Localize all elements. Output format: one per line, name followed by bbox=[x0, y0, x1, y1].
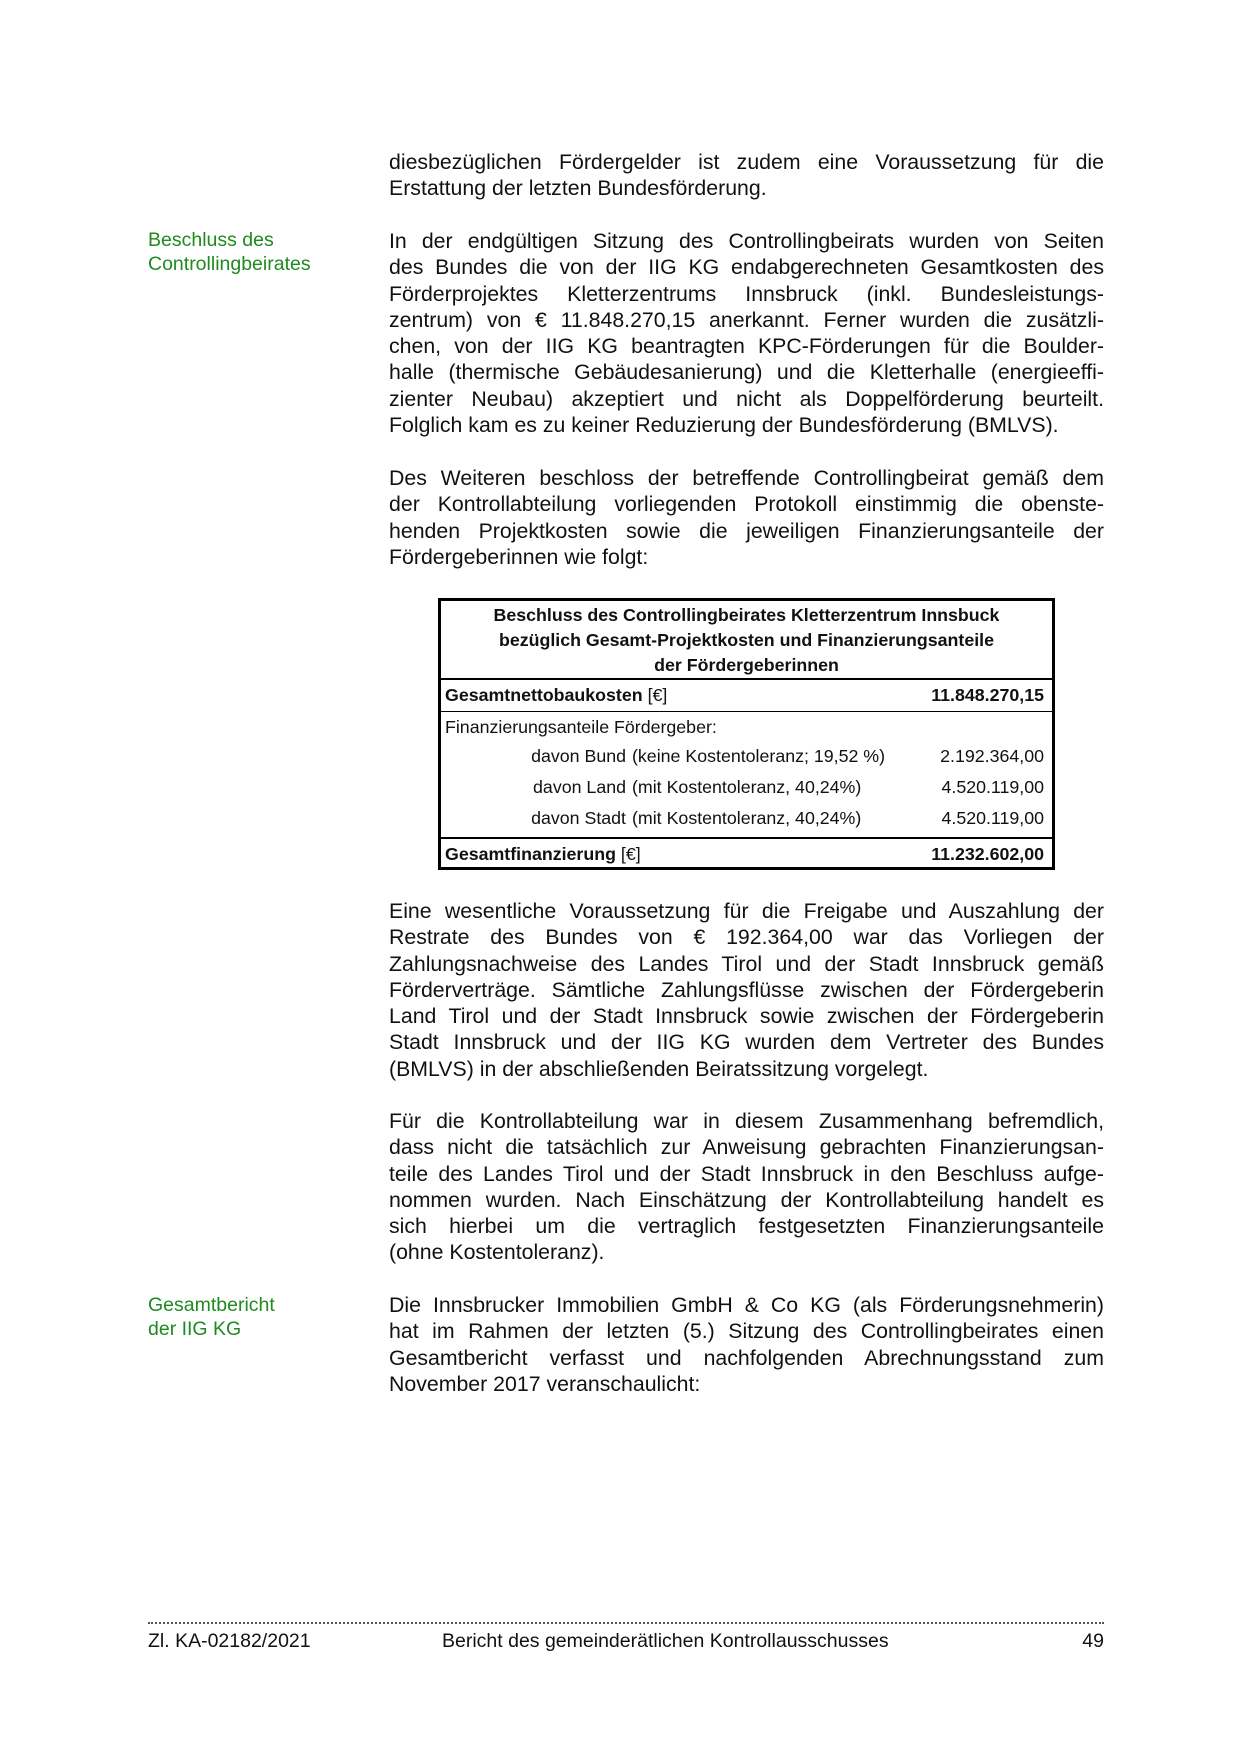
text-line: Zahlungsnachweise des Landes Tirol und der Stadt Innsbruck gemäß bbox=[389, 951, 1104, 976]
text-line: halle (thermische Gebäudesanierung) und die Kletterhalle (energieeffi- bbox=[389, 360, 1104, 385]
text-line: Eine wesentliche Voraussetzung für die Freigabe und Auszahlung der bbox=[389, 899, 1104, 923]
text-line: sich hierbei um die vertraglich festgesetzten Finanzierungsanteile bbox=[389, 1214, 1104, 1239]
text-line: Land Tirol und der Stadt Innsbruck sowie zwischen der Fördergeberin bbox=[389, 1004, 1104, 1029]
text-line: hat im Rahmen der letzten (5.) Sitzung des Controllingbeirates einen bbox=[389, 1319, 1104, 1344]
text-line: Gesamtbericht verfasst und nachfolgenden Abrechnungsstand zum bbox=[389, 1345, 1104, 1370]
text-line: Des Weiteren beschloss der betreffende Controllingbeirat gemäß dem bbox=[389, 466, 1104, 490]
table-row: davon Bund (keine Kostentoleranz; 19,52 %) 2.192.364,00 bbox=[531, 746, 1044, 766]
paragraph bbox=[389, 898, 1104, 1082]
margin-label-gesamtbericht: Gesamtbericht der IIG KG bbox=[148, 1294, 275, 1340]
text-line: nommen wurden. Nach Einschätzung der Kontrollabteilung handelt es bbox=[389, 1187, 1104, 1212]
paragraph bbox=[389, 149, 1104, 202]
text-line: chen, von der IIG KG beantragten KPC-Förderungen für die Boulder- bbox=[389, 334, 1104, 359]
text-line: Förderprojektes Kletterzentrums Innsbruck (inkl. Bundesleistungs- bbox=[389, 281, 1104, 306]
text-line: Förderverträge. Sämtliche Zahlungsflüsse zwischen der Fördergeberin bbox=[389, 977, 1104, 1002]
table-section-shares: Finanzierungsanteile Fördergeber: davon Bund (keine Kostentoleranz; 19,52 %) 2.192.364,00 davon Land (mit Kostentoleranz, 40,24%) 4.520.119,00 davon Stadt (mit Kostentoleranz, 40,24%) 4.520.119,00 bbox=[441, 712, 1052, 839]
paragraph bbox=[389, 1292, 1104, 1397]
paragraph bbox=[389, 1108, 1104, 1266]
text-line: (ohne Kostentoleranz). bbox=[389, 1240, 605, 1265]
text-line: (BMLVS) in der abschließenden Beiratssitzung vorgelegt. bbox=[389, 1056, 929, 1081]
table-row: davon Stadt (mit Kostentoleranz, 40,24%) 4.520.119,00 bbox=[531, 808, 1044, 828]
text-line: Fördergeberinnen wie folgt: bbox=[389, 544, 649, 569]
footer-title: Bericht des gemeinderätlichen Kontrollausschusses bbox=[442, 1630, 889, 1652]
text-line: In der endgültigen Sitzung des Controllingbeirats wurden von Seiten bbox=[389, 229, 1104, 253]
paragraph bbox=[389, 228, 1104, 438]
text-line: des Bundes die von der IIG KG endabgerechneten Gesamtkosten des bbox=[389, 255, 1104, 280]
text-line: Stadt Innsbruck und der IIG KG wurden dem Vertreter des Bundes bbox=[389, 1030, 1104, 1055]
margin-label-beschluss: Beschluss des Controllingbeirates bbox=[148, 229, 311, 275]
table-row-total-cost: Gesamtnettobaukosten [€] 11.848.270,15 bbox=[441, 680, 1052, 712]
text-line: Restrate des Bundes von € 192.364,00 war das Vorliegen der bbox=[389, 925, 1104, 950]
text-line: Erstattung der letzten Bundesförderung. bbox=[389, 176, 767, 201]
page-number: 49 bbox=[1082, 1630, 1104, 1652]
text-line: Die Innsbrucker Immobilien GmbH & Co KG (als Förderungsnehmerin) bbox=[389, 1293, 1104, 1317]
table-row-total-financing: Gesamtfinanzierung [€] 11.232.602,00 bbox=[445, 844, 1044, 864]
paragraph bbox=[389, 465, 1104, 570]
text-line: zienter Neubau) akzeptiert und nicht als Doppelförderung beurteilt. bbox=[389, 386, 1104, 411]
footer-divider bbox=[148, 1622, 1104, 1624]
text-line: November 2017 veranschaulicht: bbox=[389, 1371, 701, 1396]
text-line: teile des Landes Tirol und der Stadt Innsbruck in den Beschluss aufge- bbox=[389, 1161, 1104, 1186]
text-line: diesbezüglichen Fördergelder ist zudem eine Voraussetzung für die bbox=[389, 150, 1104, 174]
text-line: zentrum) von € 11.848.270,15 anerkannt. Ferner wurden die zusätzli- bbox=[389, 307, 1104, 332]
text-line: Folglich kam es zu keiner Reduzierung der Bundesförderung (BMLVS). bbox=[389, 413, 1059, 438]
text-line: henden Projektkosten sowie die jeweiligen Finanzierungsanteile der bbox=[389, 518, 1104, 543]
text-line: Für die Kontrollabteilung war in diesem Zusammenhang befremdlich, bbox=[389, 1109, 1104, 1133]
text-line: der Kontrollabteilung vorliegenden Protokoll einstimmig die obenste- bbox=[389, 492, 1104, 517]
text-line: dass nicht die tatsächlich zur Anweisung gebrachten Finanzierungsan- bbox=[389, 1135, 1104, 1160]
table-row: davon Land (mit Kostentoleranz, 40,24%) 4.520.119,00 bbox=[533, 777, 1044, 797]
footer-reference: Zl. KA-02182/2021 bbox=[148, 1630, 311, 1652]
funding-table bbox=[438, 598, 1055, 870]
table-title: Beschluss des Controllingbeirates Kletterzentrum Innsbuck bezüglich Gesamt-Projektkosten und Finanzierungsanteile der Fördergeberinnen bbox=[441, 601, 1052, 680]
